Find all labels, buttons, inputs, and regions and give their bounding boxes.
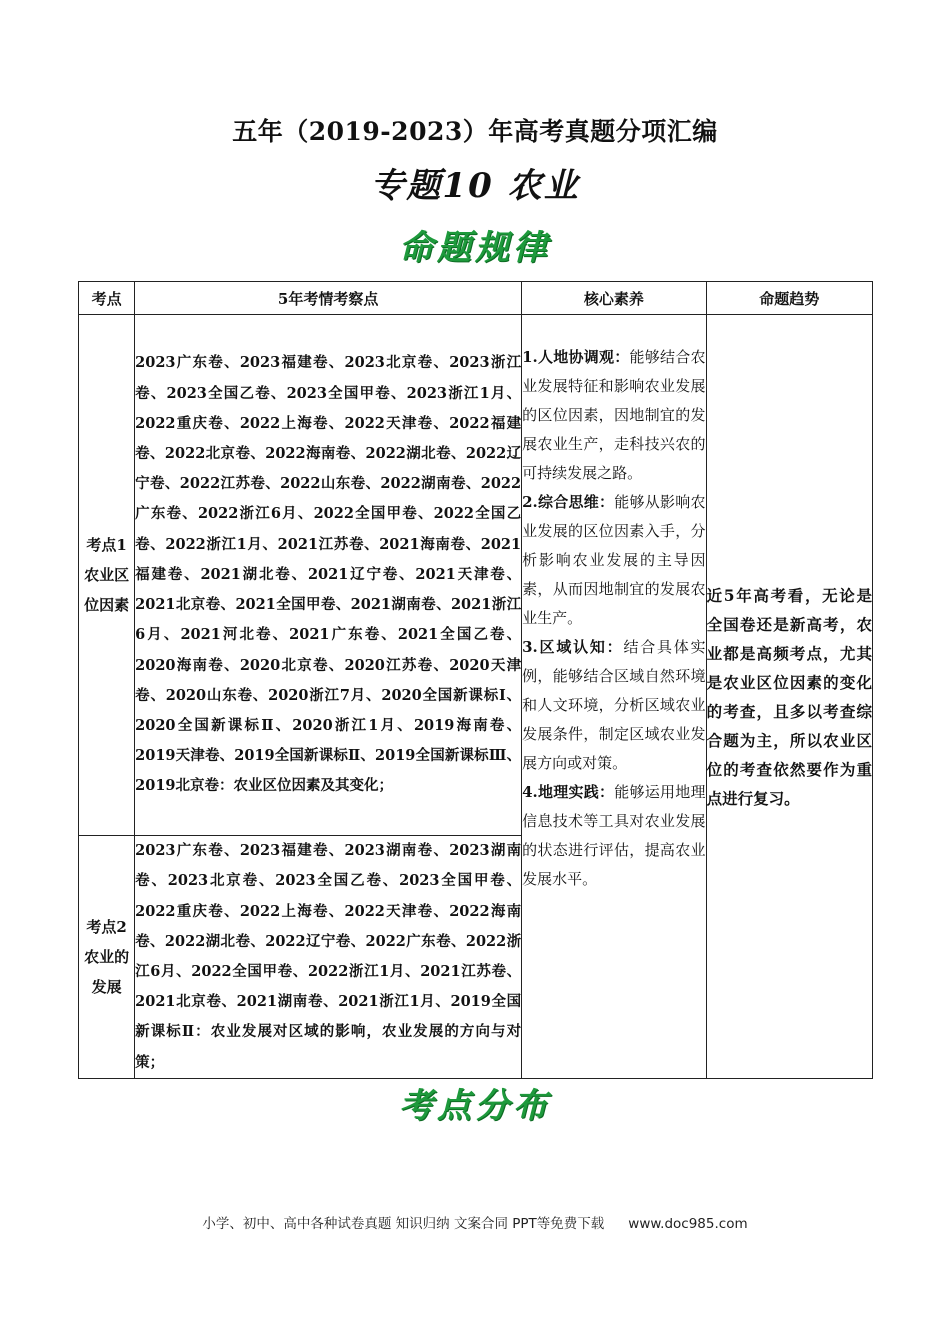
- trend-cell: 近5年高考看，无论是全国卷还是新高考，农业都是高频考点，尤其是农业区位因素的变化的考查，且多以考查综合题为主，所以农业区位的考查依然要作为重点进行复习。: [706, 315, 872, 1079]
- exam-analysis-table: [78, 281, 873, 1079]
- core-literacy-cell: [522, 315, 706, 1079]
- header-topic: 考点: [79, 282, 135, 315]
- core-literacy-text: 能够从影响农业发展的区位因素入手，分析影响农业发展的主导因素，从而因地制宜的发展农业生产。: [522, 493, 706, 627]
- core-literacy-label: 3.区域认知：: [522, 638, 624, 656]
- core-literacy-text: 能够结合农业发展特征和影响农业发展的区位因素，因地制宜的发展农业生产，走科技兴农的可持续发展之路。: [522, 348, 706, 482]
- topic-title: 专题10 农业: [370, 166, 580, 206]
- topic-cell: 考点1农业区位因素: [79, 315, 135, 836]
- header-trend: 命题趋势: [706, 282, 872, 315]
- core-literacy-item: [522, 633, 705, 778]
- table-row: [79, 315, 873, 836]
- footer-text: 小学、初中、高中各种试卷真题 知识归纳 文案合同 PPT等免费下载: [202, 1216, 605, 1232]
- table-header-row: [79, 282, 873, 315]
- header-core-literacy: 核心素养: [522, 282, 706, 315]
- topic-cell: 考点2农业的发展: [79, 836, 135, 1079]
- footer-url[interactable]: www.doc985.com: [628, 1216, 748, 1232]
- core-literacy-item: [522, 343, 705, 488]
- core-literacy-text: 结合具体实例，能够结合区域自然环境和人文环境，分析区域农业发展条件，制定区域农业发展方向或对策。: [522, 638, 706, 772]
- document-title: 五年（2019-2023）年高考真题分项汇编: [232, 117, 718, 146]
- core-literacy-item: [522, 488, 705, 633]
- exam-list-cell: 2023广东卷、2023福建卷、2023湖南卷、2023湖南卷、2023北京卷、2023全国乙卷、2023全国甲卷、2022重庆卷、2022上海卷、2022天津卷、2022海南卷、2022湖北卷、2022辽宁卷、2022广东卷、2022浙江6月、2022全国甲卷、2022浙江1月、2021江苏卷、2021北京卷、2021湖南卷、2021浙江1月、2019全国新课标Ⅱ：农业发展对区域的影响，农业发展的方向与对策；: [135, 836, 522, 1079]
- core-literacy-item: [522, 778, 705, 894]
- core-literacy-label: 4.地理实践：: [522, 783, 615, 801]
- core-literacy-text: 能够运用地理信息技术等工具对农业发展的状态进行评估，提高农业发展水平。: [522, 783, 706, 888]
- footer: [0, 1212, 950, 1232]
- pattern-heading: 命题规律: [399, 228, 551, 268]
- exam-list-cell: 2023广东卷、2023福建卷、2023北京卷、2023浙江卷、2023全国乙卷、2023全国甲卷、2023浙江1月、2022重庆卷、2022上海卷、2022天津卷、2022福建卷、2022北京卷、2022海南卷、2022湖北卷、2022辽宁卷、2022江苏卷、2022山东卷、2022湖南卷、2022广东卷、2022浙江6月、2022全国甲卷、2022全国乙卷、2022浙江1月、2021江苏卷、2021海南卷、2021福建卷、2021湖北卷、2021辽宁卷、2021天津卷、2021北京卷、2021全国甲卷、2021湖南卷、2021浙江6月、2021河北卷、2021广东卷、2021全国乙卷、2020海南卷、2020北京卷、2020江苏卷、2020天津卷、2020山东卷、2020浙江7月、2020全国新课标Ⅰ、2020全国新课标Ⅱ、2020浙江1月、2019海南卷、2019天津卷、2019全国新课标Ⅱ、2019全国新课标Ⅲ、2019北京卷：农业区位因素及其变化；: [135, 315, 522, 836]
- core-literacy-label: 1.人地协调观：: [522, 348, 630, 366]
- distribution-heading: 考点分布: [399, 1086, 551, 1126]
- core-literacy-label: 2.综合思维：: [522, 493, 615, 511]
- header-exams: 5年考情考察点: [135, 282, 522, 315]
